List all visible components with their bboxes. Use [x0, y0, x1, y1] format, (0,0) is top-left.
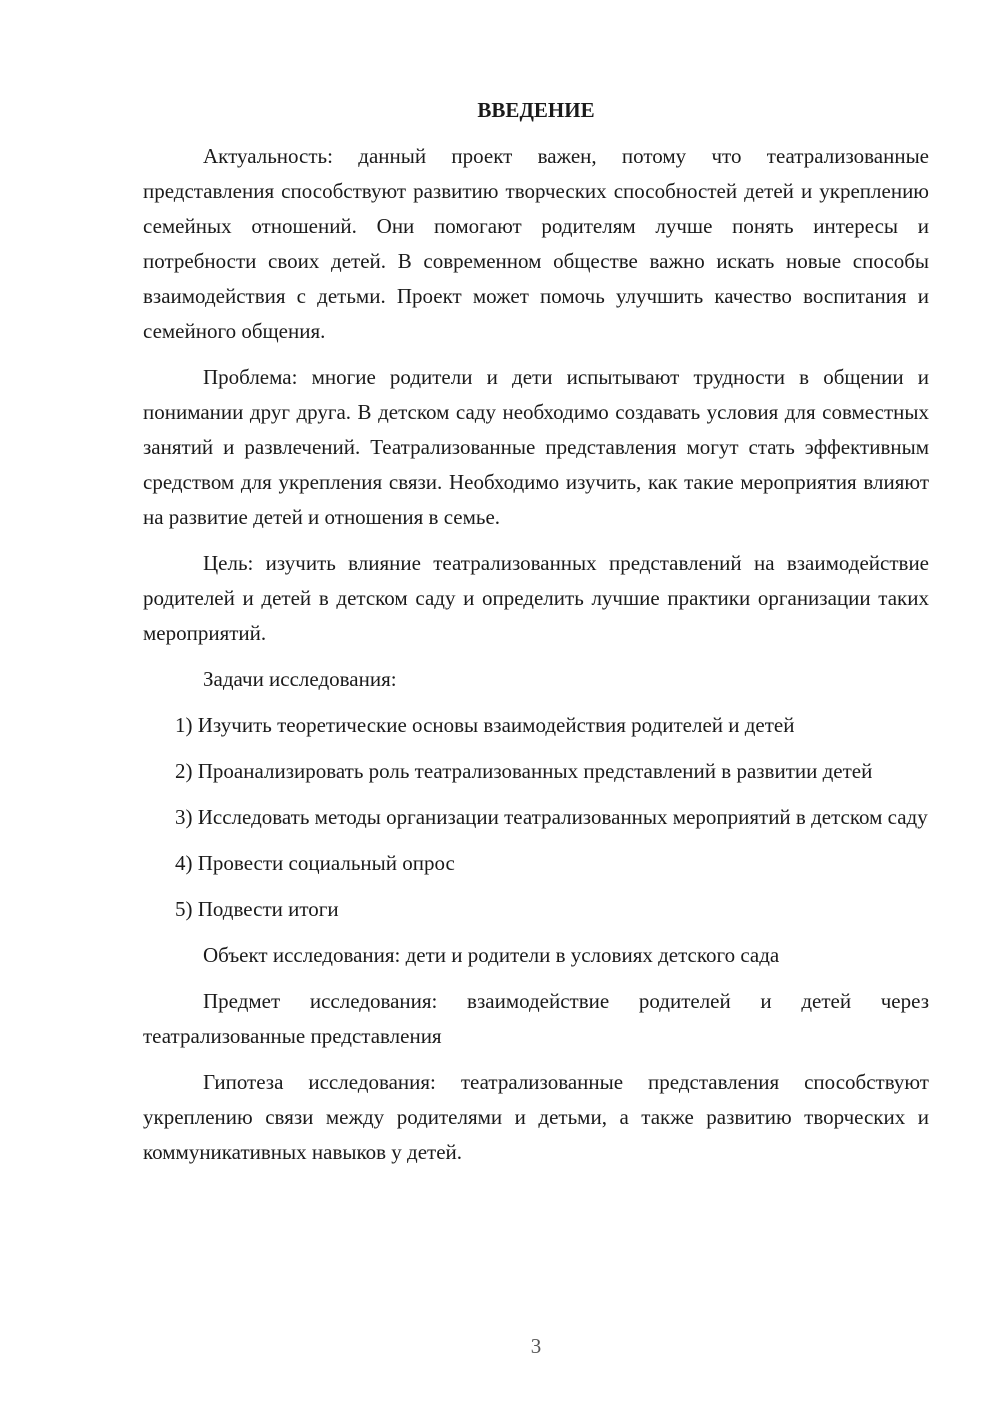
relevance-paragraph: Актуальность: данный проект важен, потому что театрализованные представления способствуют развитию творческих способностей детей и укреплению семейных отношений. Они помогают родителям лучше понять интересы и потребности своих детей. В современном обществе важно искать новые способы взаимодействия с детьми. Проект может помочь улучшить качество воспитания и семейного общения.: [143, 144, 929, 343]
subject-paragraph: Предмет исследования: взаимодействие родителей и детей через театрализованные представления: [143, 989, 929, 1048]
problem-paragraph: Проблема: многие родители и дети испытывают трудности в общении и понимании друг друга. В детском саду необходимо создавать условия для совместных занятий и развлечений. Театрализованные представления могут стать эффективным средством для укрепления связи. Необходимо изучить, как такие мероприятия влияют на развитие детей и отношения в семье.: [143, 365, 929, 529]
object-paragraph: Объект исследования: дети и родители в условиях детского сада: [203, 943, 780, 967]
task-item-3: 3) Исследовать методы организации театрализованных мероприятий в детском саду: [175, 805, 928, 829]
document-body: [143, 93, 929, 1181]
task-item-1: 1) Изучить теоретические основы взаимодействия родителей и детей: [175, 713, 795, 737]
hypothesis-paragraph: Гипотеза исследования: театрализованные представления способствуют укреплению связи между родителями и детьми, а также развитию творческих и коммуникативных навыков у детей.: [143, 1070, 929, 1164]
task-item-4: 4) Провести социальный опрос: [175, 851, 455, 875]
task-item-5: 5) Подвести итоги: [175, 897, 339, 921]
task-item-2: 2) Проанализировать роль театрализованных представлений в развитии детей: [175, 759, 873, 783]
goal-paragraph: Цель: изучить влияние театрализованных представлений на взаимодействие родителей и детей в детском саду и определить лучшие практики организации таких мероприятий.: [143, 551, 929, 645]
tasks-heading: Задачи исследования:: [203, 667, 397, 691]
section-title: ВВЕДЕНИЕ: [477, 98, 595, 122]
page-number: 3: [530, 1334, 542, 1358]
